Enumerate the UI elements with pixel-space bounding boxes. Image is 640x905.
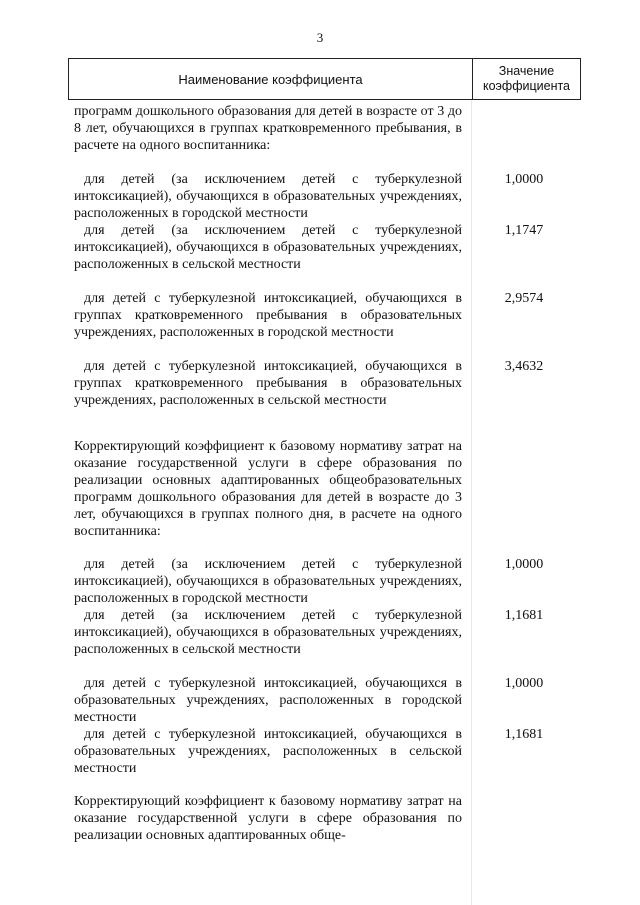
coefficient-description: для детей (за исключением детей с туберкулезной интоксикацией), обучающихся в образовательных учреждениях, расположенных в сельской местности [74,223,462,272]
coefficient-description: для детей (за исключением детей с туберкулезной интоксикацией), обучающихся в образовательных учреждениях, расположенных в городской местности [74,172,462,221]
coefficient-description: для детей с туберкулезной интоксикацией, обучающихся в образовательных учреждениях, расположенных в сельской местности [74,727,462,776]
section-heading-text: Корректирующий коэффициент к базовому нормативу затрат на оказание государственной услуги в сфере образования по реализации основных адаптированных обще- [74,794,462,843]
coefficient-value: 1,0000 [504,172,544,187]
coefficient-value: 1,0000 [504,676,544,691]
coefficient-description: для детей (за исключением детей с туберкулезной интоксикацией), обучающихся в образовательных учреждениях, расположенных в городской местности [74,557,462,606]
coefficient-description: для детей с туберкулезной интоксикацией, обучающихся в группах кратковременного пребывания в образовательных учреждениях, расположенных в городской местности [74,291,462,340]
coefficient-description: для детей с туберкулезной интоксикацией, обучающихся в группах кратковременного пребывания в образовательных учреждениях, расположенных в сельской местности [74,359,462,408]
coefficient-description: для детей (за исключением детей с туберкулезной интоксикацией), обучающихся в образовательных учреждениях, расположенных в сельской местности [74,608,462,657]
coefficient-value: 3,4632 [504,359,544,374]
page-number: 3 [316,30,324,45]
coefficient-value: 1,0000 [504,557,544,572]
section-intro-text: программ дошкольного образования для детей в возрасте от 3 до 8 лет, обучающихся в группах кратковременного пребывания, в расчете на одного воспитанника: [74,104,462,153]
coefficient-value-header: Значение коэффициента [482,64,571,93]
section-heading-text: Корректирующий коэффициент к базовому нормативу затрат на оказание государственной услуги в сфере образования по реализации основных адаптированных общеобразовательных программ дошкольного образования для детей в возрасте до 3 лет, обучающихся в группах полного дня, в расчете на одного воспитанника: [74,439,462,539]
faint-scan-line [471,100,472,905]
coefficient-value: 2,9574 [504,291,544,306]
table-header [68,58,581,100]
coefficient-value: 1,1681 [504,727,544,742]
coefficient-name-header: Наименование коэффициента [178,71,363,87]
coefficient-value: 1,1747 [504,223,544,238]
coefficient-value: 1,1681 [504,608,544,623]
coefficient-description: для детей с туберкулезной интоксикацией, обучающихся в образовательных учреждениях, расположенных в городской местности [74,676,462,725]
